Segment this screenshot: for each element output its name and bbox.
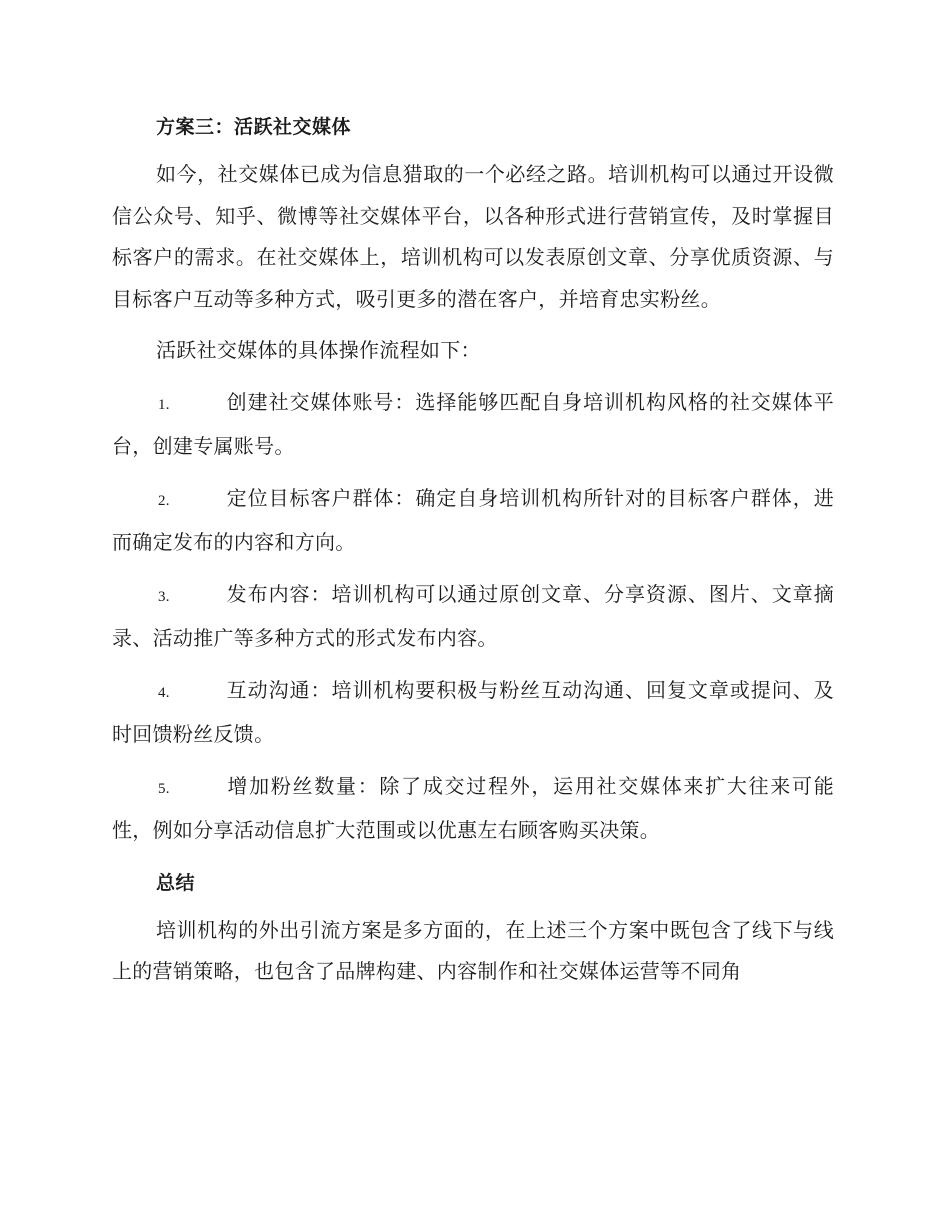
- list-item: [112, 382, 834, 468]
- list-item-text: 创建社交媒体账号：选择能够匹配自身培训机构风格的社交媒体平台，创建专属账号。: [112, 389, 834, 458]
- list-item-number: 1.: [158, 396, 170, 413]
- list-item-text: 定位目标客户群体：确定自身培训机构所针对的目标客户群体，进而确定发布的内容和方向。: [112, 485, 834, 554]
- list-item-number: 3.: [158, 588, 170, 605]
- list-item-number: 2.: [158, 492, 170, 509]
- section-heading: 方案三：活跃社交媒体: [156, 116, 352, 138]
- list-item-text: 互动沟通：培训机构要积极与粉丝互动沟通、回复文章或提问、及时回馈粉丝反馈。: [112, 677, 834, 746]
- list-item-text: 发布内容：培训机构可以通过原创文章、分享资源、图片、文章摘录、活动推广等多种方式的形式发布内容。: [112, 581, 834, 650]
- list-item: [112, 478, 834, 564]
- document-page: [112, 106, 834, 1003]
- list-item-number: 4.: [158, 684, 170, 701]
- list-item: [112, 574, 834, 660]
- list-item-text: 增加粉丝数量：除了成交过程外，运用社交媒体来扩大往来可能性，例如分享活动信息扩大范围或以优惠左右顾客购买决策。: [112, 773, 834, 842]
- intro-paragraph: 如今，社交媒体已成为信息猎取的一个必经之路。培训机构可以通过开设微信公众号、知乎、微博等社交媒体平台，以各种形式进行营销宣传，及时掌握目标客户的需求。在社交媒体上，培训机构可以发表原创文章、分享优质资源、与目标客户互动等多种方式，吸引更多的潜在客户，并培育忠实粉丝。: [112, 162, 834, 311]
- process-intro-paragraph: 活跃社交媒体的具体操作流程如下：: [156, 338, 481, 362]
- list-item-number: 5.: [158, 780, 170, 797]
- list-item: [112, 670, 834, 756]
- list-item: [112, 766, 834, 852]
- summary-heading: 总结: [156, 871, 196, 894]
- summary-paragraph: 培训机构的外出引流方案是多方面的，在上述三个方案中既包含了线下与线上的营销策略，也包含了品牌构建、内容制作和社交媒体运营等不同角: [112, 917, 834, 983]
